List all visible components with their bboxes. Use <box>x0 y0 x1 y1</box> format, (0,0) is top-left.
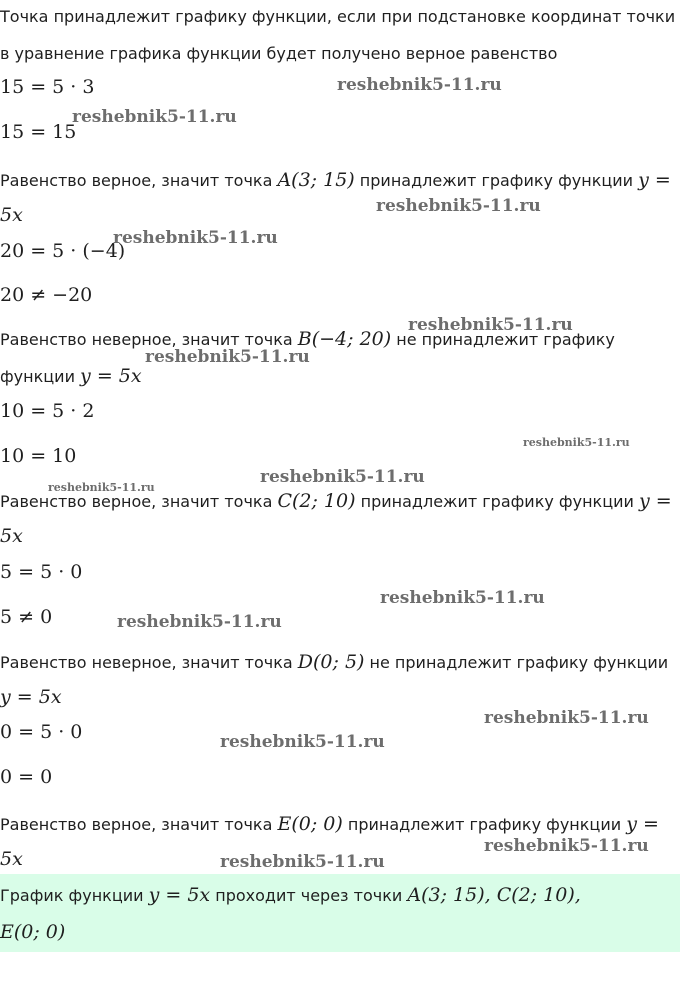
statement-e-wrap: 5x <box>0 848 23 870</box>
function-label: y = <box>626 813 659 835</box>
equation-d2: 5 ≠ 0 <box>0 606 53 628</box>
statement-a-wrap: 5x <box>0 204 23 226</box>
watermark: reshebnik5-11.ru <box>145 347 310 367</box>
point-label: B(−4; 20) <box>297 328 392 350</box>
point-label: D(0; 5) <box>297 651 365 673</box>
points-label: A(3; 15), C(2; 10), <box>407 884 581 906</box>
conclusion-text: График функции <box>0 886 149 905</box>
conclusion-text: проходит через точки <box>210 886 408 905</box>
watermark: reshebnik5-11.ru <box>380 588 545 608</box>
point-label: E(0; 0) <box>277 813 343 835</box>
watermark: reshebnik5-11.ru <box>72 107 237 127</box>
statement-text: Равенство верное, значит точка <box>0 815 278 834</box>
equation-e2: 0 = 0 <box>0 766 53 788</box>
point-label: C(2; 10) <box>277 490 356 512</box>
watermark: reshebnik5-11.ru <box>523 436 630 449</box>
watermark: reshebnik5-11.ru <box>260 467 425 487</box>
statement-text: принадлежит графику функции <box>342 815 627 834</box>
equation-a2: 15 = 15 <box>0 121 77 143</box>
statement-c <box>0 491 672 512</box>
watermark: reshebnik5-11.ru <box>220 732 385 752</box>
statement-e <box>0 814 659 835</box>
equation-c2: 10 = 10 <box>0 445 77 467</box>
statement-text: не принадлежит графику <box>391 330 615 349</box>
function-label: y = 5x <box>80 365 142 387</box>
intro-line-2: в уравнение графика функции будет получено верное равенство <box>0 44 558 63</box>
watermark: reshebnik5-11.ru <box>220 852 385 872</box>
conclusion-line-1 <box>0 885 581 906</box>
watermark: reshebnik5-11.ru <box>376 196 541 216</box>
statement-d-wrap: y = 5x <box>0 686 62 708</box>
statement-d <box>0 652 668 673</box>
statement-text: функции <box>0 367 81 386</box>
equation-e1: 0 = 5 · 0 <box>0 721 83 743</box>
statement-b-wrap <box>0 366 142 387</box>
statement-text: Равенство верное, значит точка <box>0 492 278 511</box>
statement-a <box>0 170 671 191</box>
point-label: A(3; 15) <box>277 169 355 191</box>
equation-d1: 5 = 5 · 0 <box>0 561 83 583</box>
statement-text: принадлежит графику функции <box>355 492 639 511</box>
watermark: reshebnik5-11.ru <box>117 612 282 632</box>
function-label: y = 5x <box>148 884 211 906</box>
conclusion-line-2: E(0; 0) <box>0 921 66 943</box>
statement-c-wrap: 5x <box>0 525 23 547</box>
equation-b1: 20 = 5 · (−4) <box>0 240 126 262</box>
statement-text: Равенство неверное, значит точка <box>0 653 298 672</box>
equation-c1: 10 = 5 · 2 <box>0 400 95 422</box>
function-label: y = <box>638 169 671 191</box>
statement-text: Равенство верное, значит точка <box>0 171 278 190</box>
equation-a1: 15 = 5 · 3 <box>0 76 95 98</box>
equation-b2: 20 ≠ −20 <box>0 284 93 306</box>
watermark: reshebnik5-11.ru <box>113 228 278 248</box>
watermark: reshebnik5-11.ru <box>337 75 502 95</box>
function-label: y = <box>638 490 672 512</box>
watermark: reshebnik5-11.ru <box>48 481 155 494</box>
watermark: reshebnik5-11.ru <box>484 836 649 856</box>
statement-text: не принадлежит графику функции <box>364 653 669 672</box>
intro-line-1: Точка принадлежит графику функции, если при подстановке координат точки <box>0 7 676 26</box>
statement-text: Равенство неверное, значит точка <box>0 330 298 349</box>
watermark: reshebnik5-11.ru <box>484 708 649 728</box>
statement-text: принадлежит графику функции <box>354 171 639 190</box>
watermark: reshebnik5-11.ru <box>408 315 573 335</box>
